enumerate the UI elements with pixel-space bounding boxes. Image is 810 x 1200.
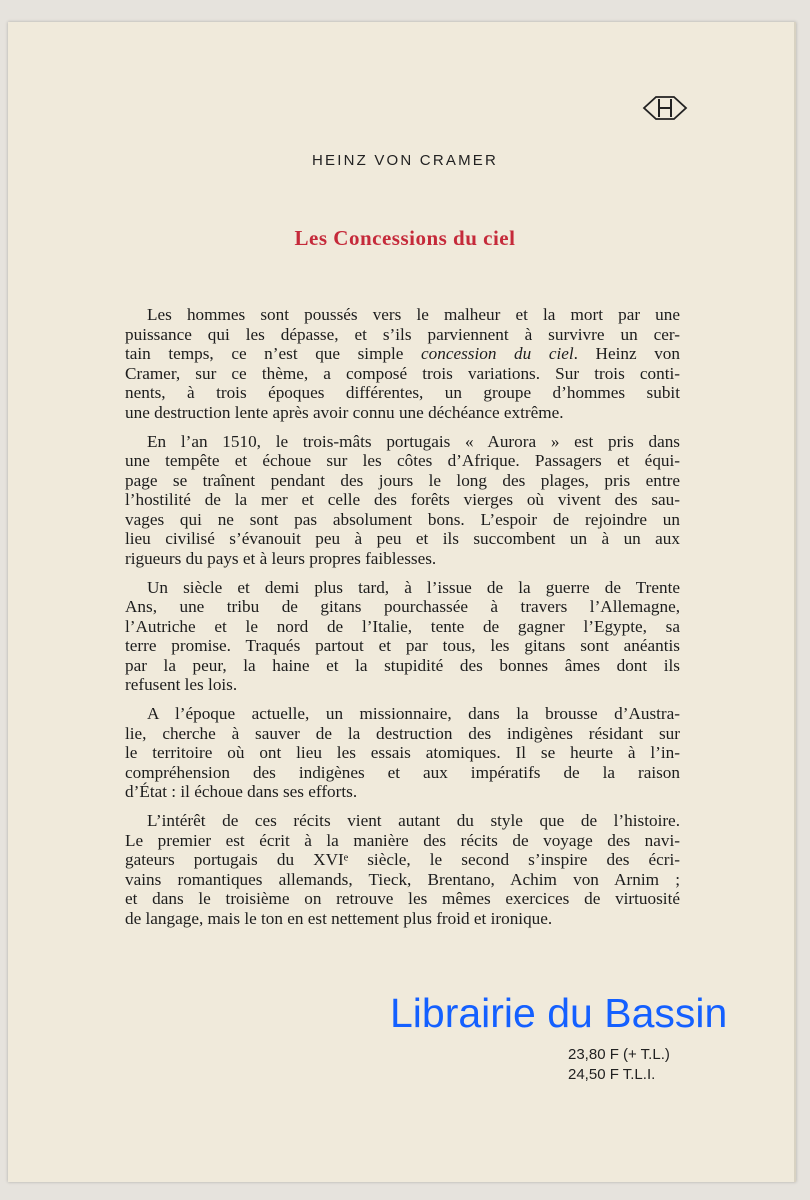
text-line: page se traînent pendant des jours le long des plages, pris entre — [125, 470, 680, 490]
text-line: lie, cherche à sauver de la destruction des indigènes résidant sur — [125, 723, 680, 743]
text-line: L’intérêt de ces récits vient autant du style que de l’histoire. — [147, 811, 680, 830]
text-line: et dans le troisième on retrouve les mêmes exercices de virtuosité — [125, 889, 680, 908]
text-line: une destruction lente après avoir connu une déchéance extrême. — [125, 402, 564, 422]
text-line: l’Autriche et le nord de l’Italie, tente de gagner l’Egypte, sa — [125, 616, 680, 636]
text-line — [125, 344, 680, 364]
text-line: Un siècle et demi plus tard, à l’issue de la guerre de Trente — [147, 577, 680, 597]
text-line: d’État : il échoue dans ses efforts. — [125, 782, 358, 801]
text-line: vages qui ne sont pas absolument bons. L’espoir de rejoindre un — [125, 509, 680, 529]
text-line: A l’époque actuelle, un missionnaire, dans la brousse d’Austra- — [147, 704, 680, 723]
price-line-2: 24,50 F T.L.I. — [568, 1066, 656, 1083]
paragraph — [125, 704, 680, 802]
text-line: de langage, mais le ton en est nettement plus froid et ironique. — [125, 908, 553, 928]
text-line: nents, à trois époques différentes, un groupe d’hommes subit — [125, 383, 680, 402]
text-line: Ans, une tribu de gitans pourchassée à travers l’Allemagne, — [125, 597, 680, 616]
text-line: Le premier est écrit à la manière des récits de voyage des navi- — [125, 830, 680, 850]
paragraph — [125, 305, 680, 422]
text-line: Cramer, sur ce thème, a composé trois variations. Sur trois conti- — [125, 363, 680, 383]
watermark-text: Librairie du Bassin — [390, 990, 728, 1036]
publisher-logo-icon — [642, 94, 688, 122]
text-segment: . Heinz von — [573, 344, 680, 363]
book-title: Les Concessions du ciel — [294, 226, 516, 250]
paragraph — [125, 811, 680, 928]
text-line: Les hommes sont poussés vers le malheur et la mort par une — [147, 305, 680, 324]
paragraph — [125, 432, 680, 569]
text-line: puissance qui les dépasse, et s’ils parviennent à survivre un cer- — [125, 324, 680, 344]
text-line: rigueurs du pays et à leurs propres faiblesses. — [125, 548, 437, 568]
text-line: vains romantiques allemands, Tieck, Brentano, Achim von Arnim ; — [125, 869, 680, 889]
price-line-1: 23,80 F (+ T.L.) — [568, 1046, 670, 1063]
author-name: HEINZ VON CRAMER — [311, 152, 499, 169]
text-line: par la peur, la haine et la stupidité des bonnes âmes dont ils — [125, 655, 680, 675]
text-line: En l’an 1510, le trois-mâts portugais « Aurora » est pris dans — [147, 431, 680, 451]
text-line: le territoire où ont lieu les essais atomiques. Il se heurte à l’in- — [125, 743, 680, 762]
text-line: terre promise. Traqués partout et par tous, les gitans sont anéantis — [125, 636, 680, 655]
italic-text: concession du ciel — [421, 344, 574, 363]
text-line: l’hostilité de la mer et celle des forêts vierges où vivent des sau- — [125, 490, 680, 509]
text-line: lieu civilisé s’évanouit peu à peu et ils succombent un à un aux — [125, 529, 680, 548]
blurb-text — [125, 305, 680, 938]
text-segment: tain temps, ce n’est que simple — [125, 344, 422, 363]
text-line: une tempête et échoue sur les côtes d’Afrique. Passagers et équi- — [125, 451, 680, 470]
paragraph — [125, 578, 680, 695]
text-line: gateurs portugais du XVIᵉ siècle, le second s’inspire des écri- — [125, 850, 680, 869]
text-line: refusent les lois. — [125, 675, 238, 694]
text-line: compréhension des indigènes et aux impératifs de la raison — [125, 762, 680, 782]
